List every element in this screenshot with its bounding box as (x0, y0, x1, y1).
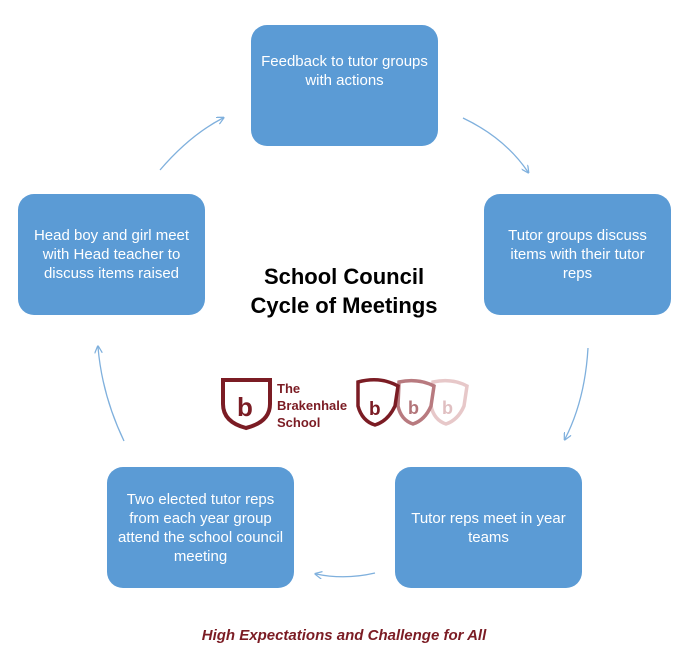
svg-text:b: b (237, 392, 253, 422)
svg-text:b: b (442, 398, 453, 418)
title-line-1: School Council (263, 264, 425, 289)
step-year-teams-text: Tutor reps meet in year teams (411, 509, 566, 546)
step-council-meeting-box (107, 467, 294, 588)
arrow-step2-to-step3 (565, 348, 588, 439)
svg-text:b: b (369, 399, 381, 420)
arrow-step1-to-step2 (463, 118, 528, 172)
title-line-2: Cycle of Meetings (250, 293, 438, 318)
arrow-step5-to-step1 (160, 118, 223, 170)
step-year-teams-box (395, 467, 582, 588)
school-crest-icon (223, 380, 270, 428)
arrow-step3-to-step4 (316, 573, 375, 577)
school-logo-text (277, 380, 347, 431)
step-feedback-text: Feedback to tutor groups with actions (261, 52, 428, 89)
svg-text:b: b (408, 398, 419, 418)
diagram-title (214, 262, 474, 320)
step-tutor-groups-box (484, 194, 671, 315)
arrow-step4-to-step5 (98, 347, 124, 441)
logo-line-3: School (277, 415, 321, 430)
step-tutor-groups-text: Tutor groups discuss items with their tutor reps (508, 227, 647, 282)
logo-line-1: The (277, 381, 301, 396)
step-head-teacher-text: Head boy and girl meet with Head teacher to discuss items raised (33, 227, 190, 282)
step-head-teacher-box (18, 194, 205, 315)
footer-tagline: High Expectations and Challenge for All (201, 627, 487, 644)
logo-line-2: Brakenhale (277, 398, 348, 413)
crest-trail-icon (358, 380, 467, 425)
step-council-meeting-text: Two elected tutor reps from each year group attend the school council meeting (117, 490, 284, 565)
step-feedback-box (251, 25, 438, 146)
